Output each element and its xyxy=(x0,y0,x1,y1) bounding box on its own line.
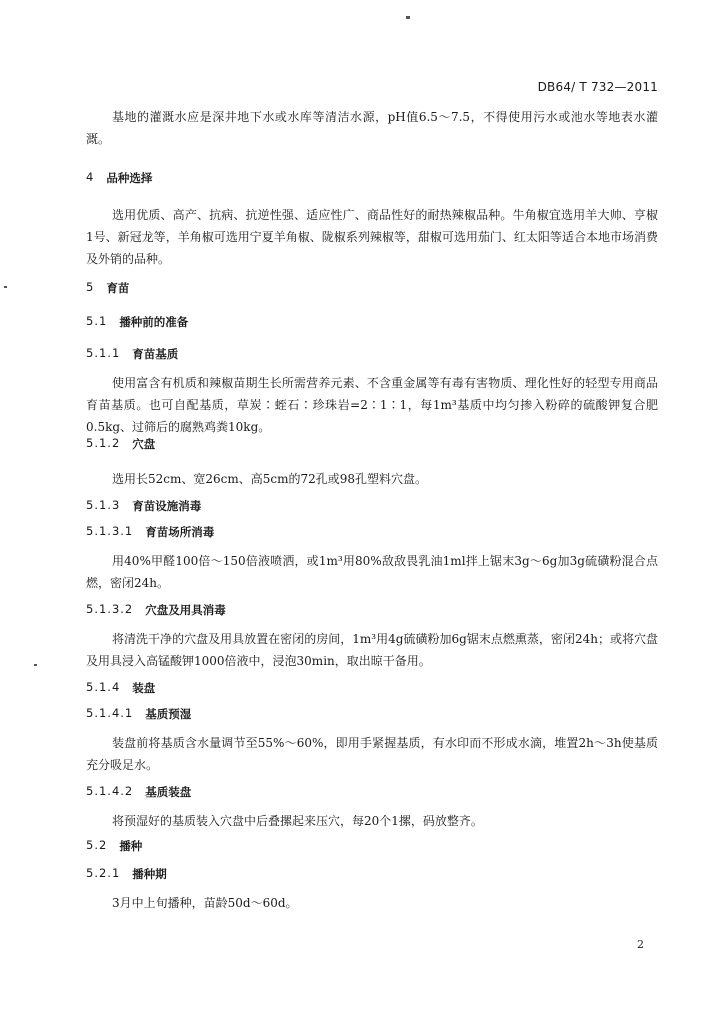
section-number: 5.2.1 xyxy=(86,866,121,880)
section-heading xyxy=(86,498,658,514)
section-title: 基质预湿 xyxy=(145,707,192,721)
body-paragraph: 将清洗干净的穴盘及用具放置在密闭的房间，1m³用4g硫磺粉加6g锯末点燃熏蒸，密闭24h；或将穴盘及用具浸入高锰酸钾1000倍液中，浸泡30min，取出晾干备用。 xyxy=(86,632,658,668)
section-heading xyxy=(86,706,658,722)
section-heading xyxy=(86,838,658,854)
section-number: 5.1.3.2 xyxy=(86,602,134,616)
section-heading xyxy=(86,314,658,330)
section-heading xyxy=(86,602,658,618)
section-number: 5.1.1 xyxy=(86,346,121,360)
section-heading xyxy=(86,524,658,540)
section-heading xyxy=(86,866,658,882)
body-paragraph: 基地的灌溉水应是深井地下水或水库等清洁水源，pH值6.5～7.5，不得使用污水或池水等地表水灌溉。 xyxy=(86,110,658,146)
section-number: 4 xyxy=(86,170,95,184)
section-title: 穴盘及用具消毒 xyxy=(145,603,226,617)
section-heading xyxy=(86,784,658,800)
section-title: 育苗 xyxy=(106,281,130,295)
section-heading xyxy=(86,680,658,696)
section-number: 5.2 xyxy=(86,838,108,852)
scan-speck xyxy=(406,16,410,19)
document-code: DB64/ T 732—2011 xyxy=(537,80,658,94)
section-number: 5 xyxy=(86,280,95,294)
section-heading xyxy=(86,436,658,452)
section-title: 育苗基质 xyxy=(132,347,179,361)
page-number: 2 xyxy=(637,938,644,951)
section-heading xyxy=(86,346,658,362)
body-paragraph: 选用优质、高产、抗病、抗逆性强、适应性广、商品性好的耐热辣椒品种。牛角椒宜选用羊大帅、亨椒1号、新冠龙等，羊角椒可选用宁夏羊角椒、陇椒系列辣椒等，甜椒可选用茄门、红太阳等适合本地市场消费及外销的品种。 xyxy=(86,208,658,266)
body-paragraph: 用40%甲醛100倍～150倍液喷洒，或1m³用80%敌敌畏乳油1ml拌上锯末3g～6g加3g硫磺粉混合点燃，密闭24h。 xyxy=(86,554,658,590)
section-title: 基质装盘 xyxy=(145,785,192,799)
body-paragraph: 3月中上旬播种，苗龄50d～60d。 xyxy=(112,896,298,910)
section-heading xyxy=(86,280,658,296)
scan-speck xyxy=(4,286,7,288)
section-title: 装盘 xyxy=(132,681,156,695)
section-number: 5.1.3 xyxy=(86,498,121,512)
section-number: 5.1.4.1 xyxy=(86,706,134,720)
section-number: 5.1.4.2 xyxy=(86,784,134,798)
section-number: 5.1.3.1 xyxy=(86,524,134,538)
body-paragraph: 装盘前将基质含水量调节至55%～60%，即用手紧握基质，有水印而不形成水滴，堆置2h～3h使基质充分吸足水。 xyxy=(86,736,658,772)
section-title: 品种选择 xyxy=(106,171,153,185)
section-number: 5.1.2 xyxy=(86,436,121,450)
section-title: 育苗设施消毒 xyxy=(132,499,202,513)
section-title: 育苗场所消毒 xyxy=(145,525,215,539)
body-paragraph: 将预湿好的基质装入穴盘中后叠摞起来压穴，每20个1摞，码放整齐。 xyxy=(112,814,483,828)
section-title: 播种 xyxy=(119,839,143,853)
body-paragraph: 使用富含有机质和辣椒苗期生长所需营养元素、不含重金属等有毒有害物质、理化性好的轻型专用商品育苗基质。也可自配基质，草炭∶蛭石∶珍珠岩=2∶1∶1，每1m³基质中均匀掺入粉碎的硫酸钾复合肥0.5kg、过筛后的腐熟鸡粪10kg。 xyxy=(86,376,658,434)
section-number: 5.1 xyxy=(86,314,108,328)
body-paragraph: 选用长52cm、宽26cm、高5cm的72孔或98孔塑料穴盘。 xyxy=(112,472,428,486)
section-number: 5.1.4 xyxy=(86,680,121,694)
section-title: 穴盘 xyxy=(132,437,156,451)
section-heading xyxy=(86,170,658,186)
section-title: 播种期 xyxy=(132,867,167,881)
scan-speck xyxy=(34,664,37,666)
section-title: 播种前的准备 xyxy=(119,315,189,329)
